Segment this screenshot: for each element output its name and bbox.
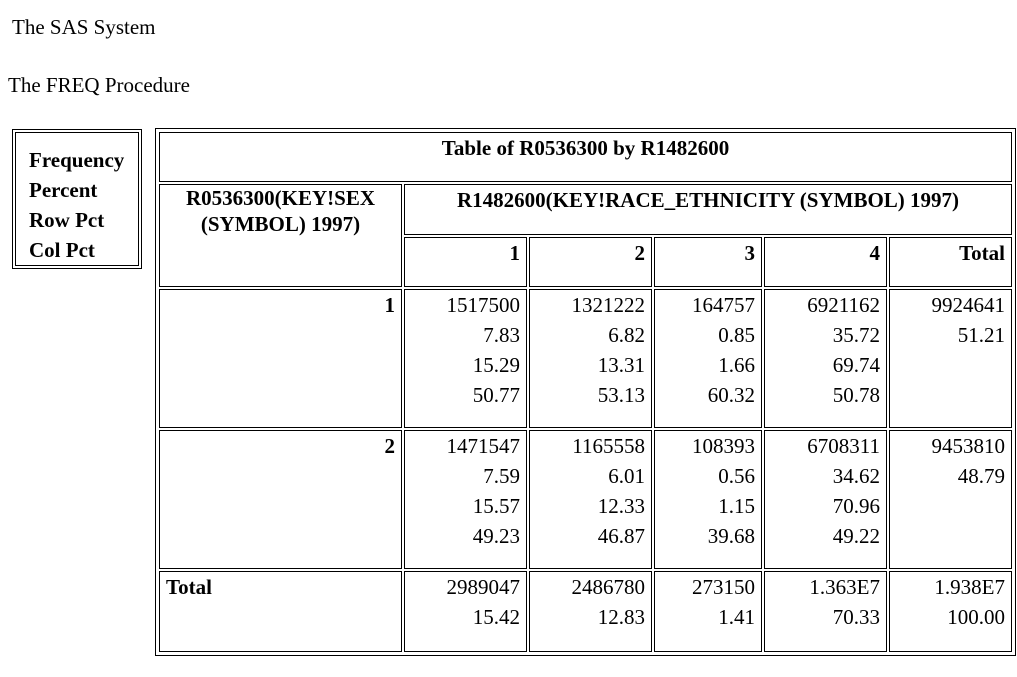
cell-value: 0.85 <box>718 323 755 347</box>
table-cell <box>529 430 652 569</box>
cell-value: 6.01 <box>608 464 645 488</box>
total-row <box>159 571 1012 652</box>
legend-frequency: Frequency <box>29 148 125 172</box>
cell-value: 13.31 <box>597 353 645 377</box>
cell-value: 1.363E7 <box>809 575 880 599</box>
cell-value: 108393 <box>692 434 755 458</box>
cell-value: 164757 <box>692 293 755 317</box>
cell-contents-legend <box>12 129 142 269</box>
cell-value: 1.938E7 <box>934 575 1005 599</box>
cell-value: 2989047 <box>446 575 520 599</box>
cell-value: 1.66 <box>718 353 755 377</box>
table-cell <box>404 430 527 569</box>
cell-value: 1165558 <box>572 434 645 458</box>
column-header-2: 2 <box>529 237 652 287</box>
cell-value: 7.83 <box>483 323 520 347</box>
cell-value: 15.57 <box>472 494 520 518</box>
cell-value: 1471547 <box>446 434 520 458</box>
table-cell <box>654 289 762 428</box>
cell-value: 46.87 <box>597 524 645 548</box>
table-row <box>159 289 1012 428</box>
cell-value: 69.74 <box>832 353 880 377</box>
cell-value: 50.77 <box>472 383 520 407</box>
cell-value: 2486780 <box>571 575 645 599</box>
cell-value: 0.56 <box>718 464 755 488</box>
cell-value: 9924641 <box>931 293 1005 317</box>
cell-value: 1.41 <box>718 605 755 629</box>
column-header-3: 3 <box>654 237 762 287</box>
cell-value: 39.68 <box>707 524 755 548</box>
table-cell <box>404 571 527 652</box>
table-title: Table of R0536300 by R1482600 <box>159 132 1012 182</box>
table-cell <box>889 289 1012 428</box>
procedure-title: The FREQ Procedure <box>8 73 190 97</box>
legend-percent: Percent <box>29 178 98 202</box>
table-cell <box>529 571 652 652</box>
cell-value: 49.23 <box>472 524 520 548</box>
cell-value: 49.22 <box>832 524 880 548</box>
table-cell <box>404 289 527 428</box>
cell-value: 1321222 <box>571 293 645 317</box>
column-header-1: 1 <box>404 237 527 287</box>
system-title: The SAS System <box>12 15 156 39</box>
cell-value: 60.32 <box>707 383 755 407</box>
cell-value: 15.29 <box>472 353 520 377</box>
cell-value: 35.72 <box>832 323 880 347</box>
cell-value: 70.33 <box>832 605 880 629</box>
crosstab-table <box>157 130 1014 654</box>
cell-value: 6.82 <box>608 323 645 347</box>
table-cell <box>764 289 887 428</box>
cell-value: 70.96 <box>832 494 880 518</box>
cell-value: 9453810 <box>931 434 1005 458</box>
cell-value: 1.15 <box>718 494 755 518</box>
table-cell <box>764 430 887 569</box>
column-header-4: 4 <box>764 237 887 287</box>
crosstab-frame <box>155 128 1016 656</box>
legend-row-pct: Row Pct <box>29 208 105 232</box>
cell-value: 50.78 <box>832 383 880 407</box>
column-header-total: Total <box>889 237 1012 287</box>
row-variable-header: R0536300(KEY!SEX (SYMBOL) 1997) <box>159 184 402 287</box>
legend-col-pct: Col Pct <box>29 238 95 262</box>
cell-value: 6921162 <box>807 293 880 317</box>
table-cell <box>654 430 762 569</box>
table-row <box>159 430 1012 569</box>
cell-value: 15.42 <box>472 605 520 629</box>
row-header: 1 <box>159 289 402 428</box>
cell-value: 100.00 <box>947 605 1005 629</box>
table-cell <box>764 571 887 652</box>
cell-value: 7.59 <box>483 464 520 488</box>
cell-value: 12.83 <box>597 605 645 629</box>
row-header: 2 <box>159 430 402 569</box>
table-cell <box>889 430 1012 569</box>
cell-value: 273150 <box>692 575 755 599</box>
cell-value: 51.21 <box>957 323 1005 347</box>
cell-value: 48.79 <box>957 464 1005 488</box>
column-variable-header: R1482600(KEY!RACE_ETHNICITY (SYMBOL) 1997) <box>404 184 1012 235</box>
table-cell <box>889 571 1012 652</box>
cell-value: 12.33 <box>597 494 645 518</box>
cell-value: 34.62 <box>832 464 880 488</box>
table-cell <box>654 571 762 652</box>
cell-value: 6708311 <box>807 434 880 458</box>
legend-list <box>15 132 139 266</box>
cell-value: 53.13 <box>597 383 645 407</box>
row-header-total: Total <box>159 571 402 652</box>
table-cell <box>529 289 652 428</box>
cell-value: 1517500 <box>446 293 520 317</box>
